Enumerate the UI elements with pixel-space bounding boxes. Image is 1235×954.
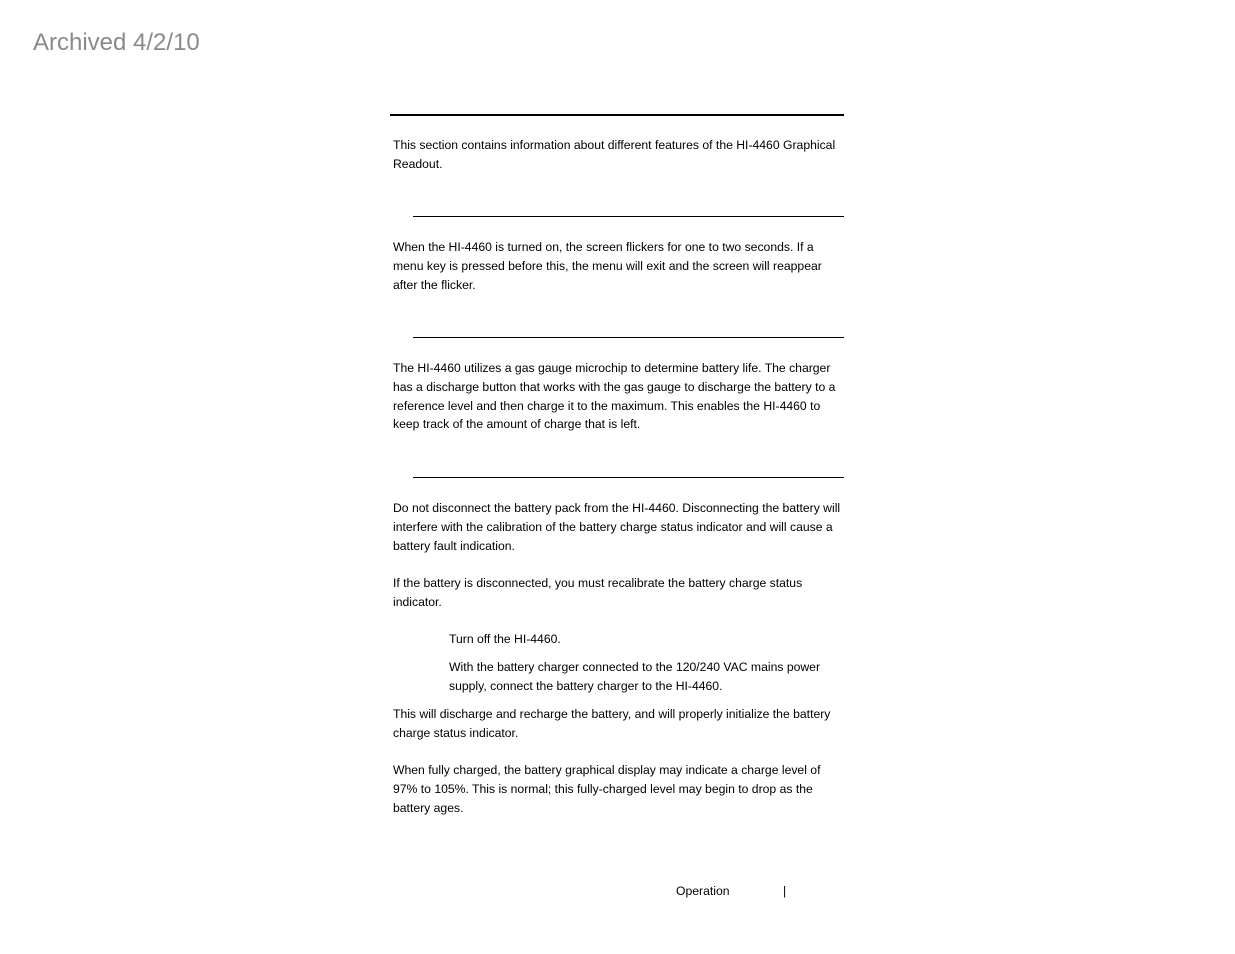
intro-paragraph: This section contains information about different features of the HI-4460 Graphical Readout. <box>393 138 836 171</box>
battery-section-rule <box>413 477 844 478</box>
gas-gauge-section-rule <box>413 337 844 338</box>
recalibrate-paragraph: If the battery is disconnected, you must recalibrate the battery charge status indicator. <box>393 576 803 609</box>
gas-gauge-paragraph: The HI-4460 utilizes a gas gauge microchip to determine battery life. The charger has a discharge button that works with the gas gauge to discharge the battery to a reference level and then charge it to the maximum. This enables the HI-4460 to keep track of the amount of charge that is left. <box>393 361 836 432</box>
startup-section-rule <box>413 216 844 217</box>
startup-paragraph: When the HI-4460 is turned on, the screen flickers for one to two seconds. If a menu key is pressed before this, the menu will exit and the screen will reappear after the flicker. <box>393 240 822 292</box>
section-top-rule <box>390 114 844 116</box>
step-item: Turn off the HI-4460. <box>449 632 561 646</box>
discharge-paragraph: This will discharge and recharge the battery, and will properly initialize the battery charge status indicator. <box>393 707 831 740</box>
step-item: With the battery charger connected to the 120/240 VAC mains power supply, connect the battery charger to the HI-4460. <box>449 660 821 693</box>
footer-section-label: Operation <box>676 884 730 898</box>
archived-watermark: Archived 4/2/10 <box>33 29 200 56</box>
charge-level-paragraph: When fully charged, the battery graphical display may indicate a charge level of 97% to 105%. This is normal; this fully-charged level may begin to drop as the battery ages. <box>393 763 821 815</box>
footer-separator: | <box>783 884 787 898</box>
battery-warning-paragraph: Do not disconnect the battery pack from the HI-4460. Disconnecting the battery will interfere with the calibration of the battery charge status indicator and will cause a battery fault indication. <box>393 501 841 553</box>
